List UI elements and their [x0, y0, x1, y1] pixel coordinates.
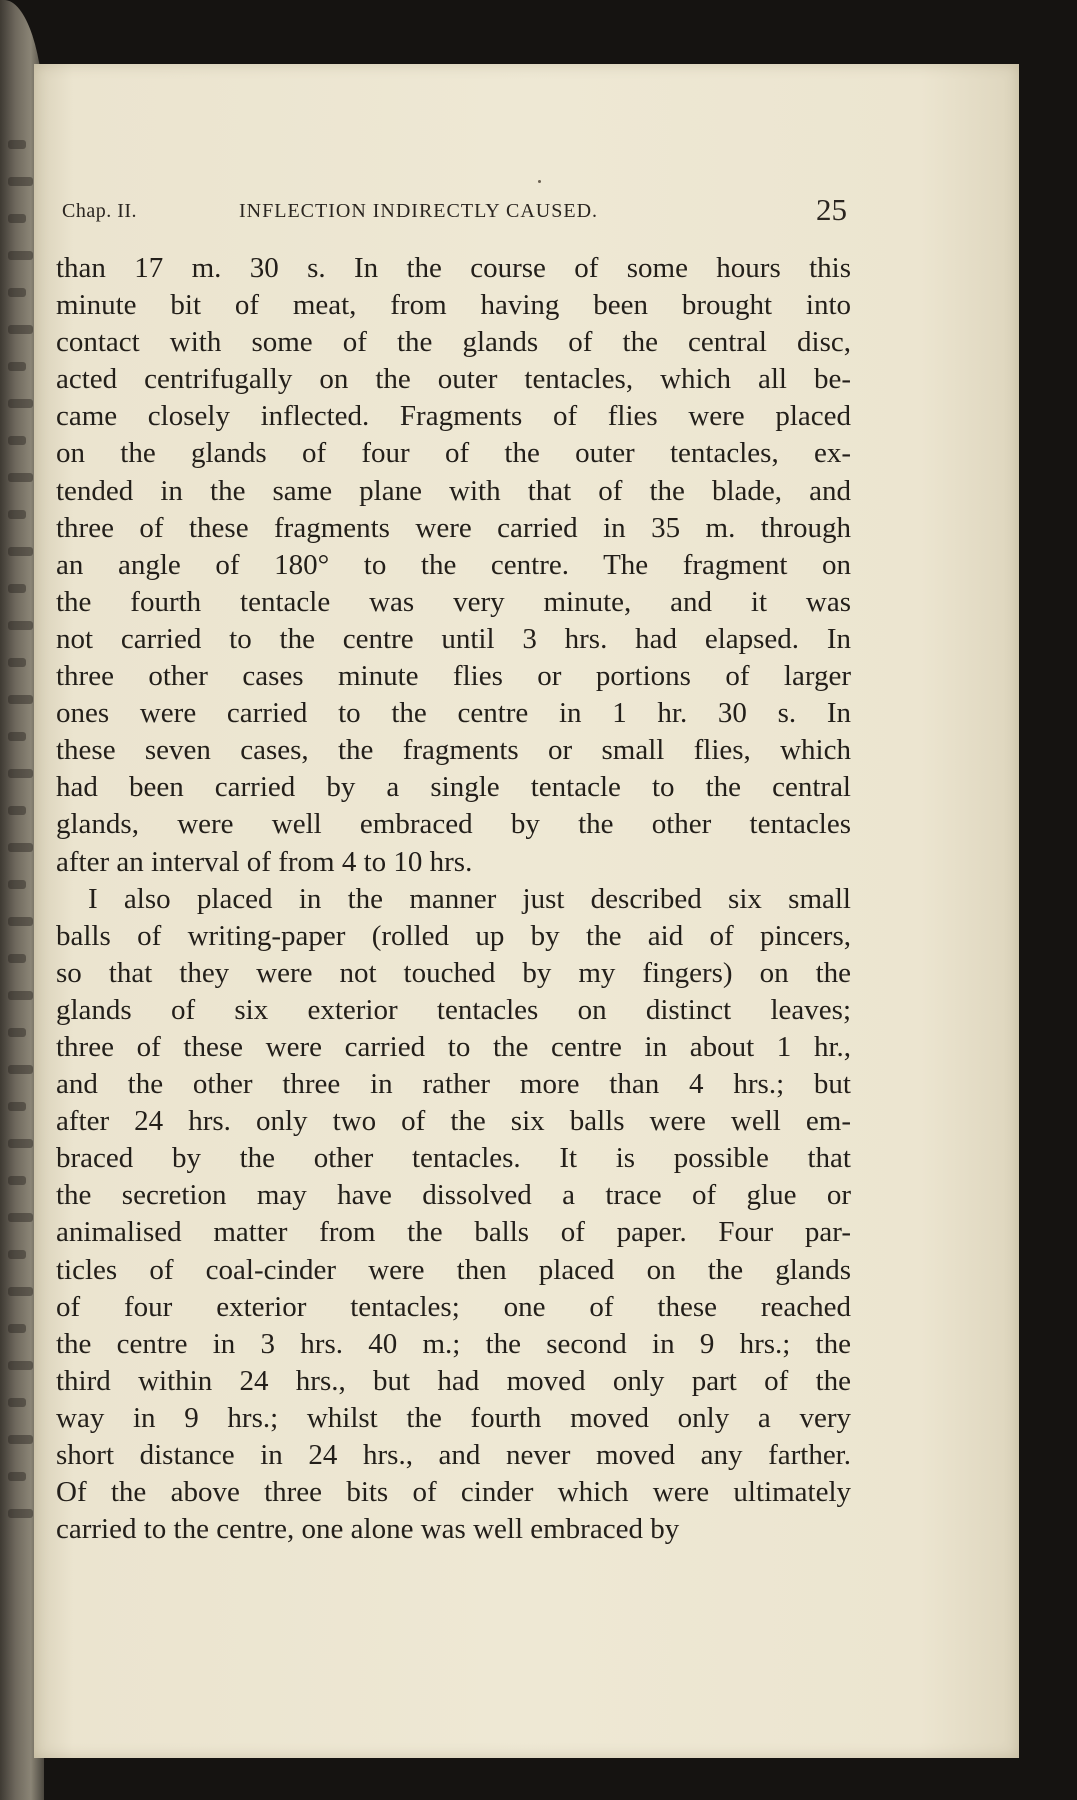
text-line: three of these were carried to the centre in about 1 hr., — [56, 1030, 851, 1063]
text-line: not carried to the centre until 3 hrs. had elapsed. In — [56, 622, 851, 655]
facing-page-ghost-text — [8, 880, 26, 889]
text-line: short distance in 24 hrs., and never moved any farther. — [56, 1439, 851, 1471]
text-line: these seven cases, the fragments or small flies, which — [56, 734, 851, 767]
text-line: way in 9 hrs.; whilst the fourth moved only a very — [56, 1401, 851, 1434]
facing-page-ghost-text — [8, 288, 26, 297]
facing-page-ghost-text — [8, 214, 26, 223]
text-line: three of these fragments were carried in 35 m. through — [56, 511, 851, 544]
text-line: ones were carried to the centre in 1 hr. 30 s. In — [56, 697, 851, 730]
facing-page-ghost-text — [8, 325, 33, 334]
facing-page-ghost-text — [8, 1028, 26, 1037]
facing-page-ghost-text — [8, 177, 33, 186]
text-line: contact with some of the glands of the central disc, — [56, 326, 851, 359]
facing-page-ghost-text — [8, 473, 33, 482]
text-line: balls of writing-paper (rolled up by the aid of pincers, — [56, 919, 851, 952]
text-line: of four exterior tentacles; one of these reached — [56, 1290, 851, 1323]
facing-page-ghost-text — [8, 843, 33, 852]
facing-page-ghost-text — [8, 621, 33, 630]
facing-page-ghost-text — [8, 1324, 26, 1333]
facing-page-ghost-text — [8, 584, 26, 593]
chapter-label: Chap. II. — [62, 200, 138, 222]
facing-page-ghost-text — [8, 362, 26, 371]
text-line: animalised matter from the balls of paper. Four par- — [56, 1216, 851, 1249]
text-line: braced by the other tentacles. It is possible that — [56, 1142, 851, 1175]
facing-page-ghost-text — [8, 769, 33, 778]
text-line: after 24 hrs. only two of the six balls were well em- — [56, 1105, 851, 1138]
page-speck — [538, 180, 541, 183]
facing-page-ghost-text — [8, 1472, 26, 1481]
facing-page-ghost-text — [8, 732, 26, 741]
facing-page-ghost-text — [8, 954, 26, 963]
facing-page-ghost-text — [8, 1509, 33, 1518]
facing-page-ghost-text — [8, 1287, 33, 1296]
body-text — [56, 250, 851, 1548]
running-header — [62, 192, 847, 238]
book-page — [34, 64, 1019, 1758]
facing-page-ghost-text — [8, 695, 33, 704]
facing-page-ghost-text — [8, 991, 33, 1000]
facing-page-ghost-text — [8, 251, 33, 260]
text-line: minute bit of meat, from having been brought into — [56, 289, 851, 322]
facing-page-ghost-text — [8, 399, 33, 408]
text-line: tended in the same plane with that of the blade, and — [56, 474, 851, 507]
text-line: the centre in 3 hrs. 40 m.; the second in 9 hrs.; the — [56, 1327, 851, 1360]
text-line: after an interval of from 4 to 10 hrs. — [56, 845, 473, 878]
text-line: Of the above three bits of cinder which were ultimately — [56, 1476, 851, 1509]
facing-page-ghost-text — [8, 1250, 26, 1259]
text-line: came closely inflected. Fragments of flies were placed — [56, 400, 851, 433]
facing-page-ghost-text — [8, 1065, 33, 1074]
running-title: INFLECTION INDIRECTLY CAUSED. — [239, 200, 599, 222]
facing-page-ghost-text — [8, 1213, 33, 1222]
text-line: than 17 m. 30 s. In the course of some hours this — [56, 252, 851, 284]
text-line: the fourth tentacle was very minute, and it was — [56, 585, 851, 618]
text-line: glands, were well embraced by the other tentacles — [56, 808, 851, 841]
text-line: an angle of 180° to the centre. The fragment on — [56, 548, 851, 581]
facing-page-ghost-text — [8, 140, 26, 149]
text-line: so that they were not touched by my fingers) on the — [56, 956, 851, 989]
text-line: ticles of coal-cinder were then placed on the glands — [56, 1253, 851, 1286]
text-line: acted centrifugally on the outer tentacles, which all be- — [56, 363, 851, 396]
facing-page-ghost-text — [8, 1176, 26, 1185]
facing-page-ghost-text — [8, 436, 26, 445]
text-line: on the glands of four of the outer tentacles, ex- — [56, 437, 851, 470]
facing-page-ghost-text — [8, 1398, 26, 1407]
text-line: third within 24 hrs., but had moved only part of the — [56, 1364, 851, 1397]
page-number: 25 — [816, 192, 847, 227]
facing-page-ghost-text — [8, 658, 26, 667]
facing-page-ghost-text — [8, 510, 26, 519]
text-line: and the other three in rather more than 4 hrs.; but — [56, 1068, 851, 1101]
text-line: glands of six exterior tentacles on distinct leaves; — [56, 993, 851, 1026]
text-line: carried to the centre, one alone was well embraced by — [56, 1513, 680, 1546]
text-line: I also placed in the manner just described six small — [88, 882, 851, 915]
text-line: the secretion may have dissolved a trace of glue or — [56, 1179, 851, 1212]
facing-page-ghost-text — [8, 1139, 33, 1148]
text-line: had been carried by a single tentacle to the central — [56, 771, 851, 804]
text-line: three other cases minute flies or portions of larger — [56, 660, 851, 693]
facing-page-ghost-text — [8, 1435, 33, 1444]
facing-page-ghost-text — [8, 917, 33, 926]
facing-page-ghost-text — [8, 1102, 26, 1111]
facing-page-ghost-text — [8, 806, 26, 815]
facing-page-ghost-text — [8, 1361, 33, 1370]
facing-page-ghost-text — [8, 547, 33, 556]
